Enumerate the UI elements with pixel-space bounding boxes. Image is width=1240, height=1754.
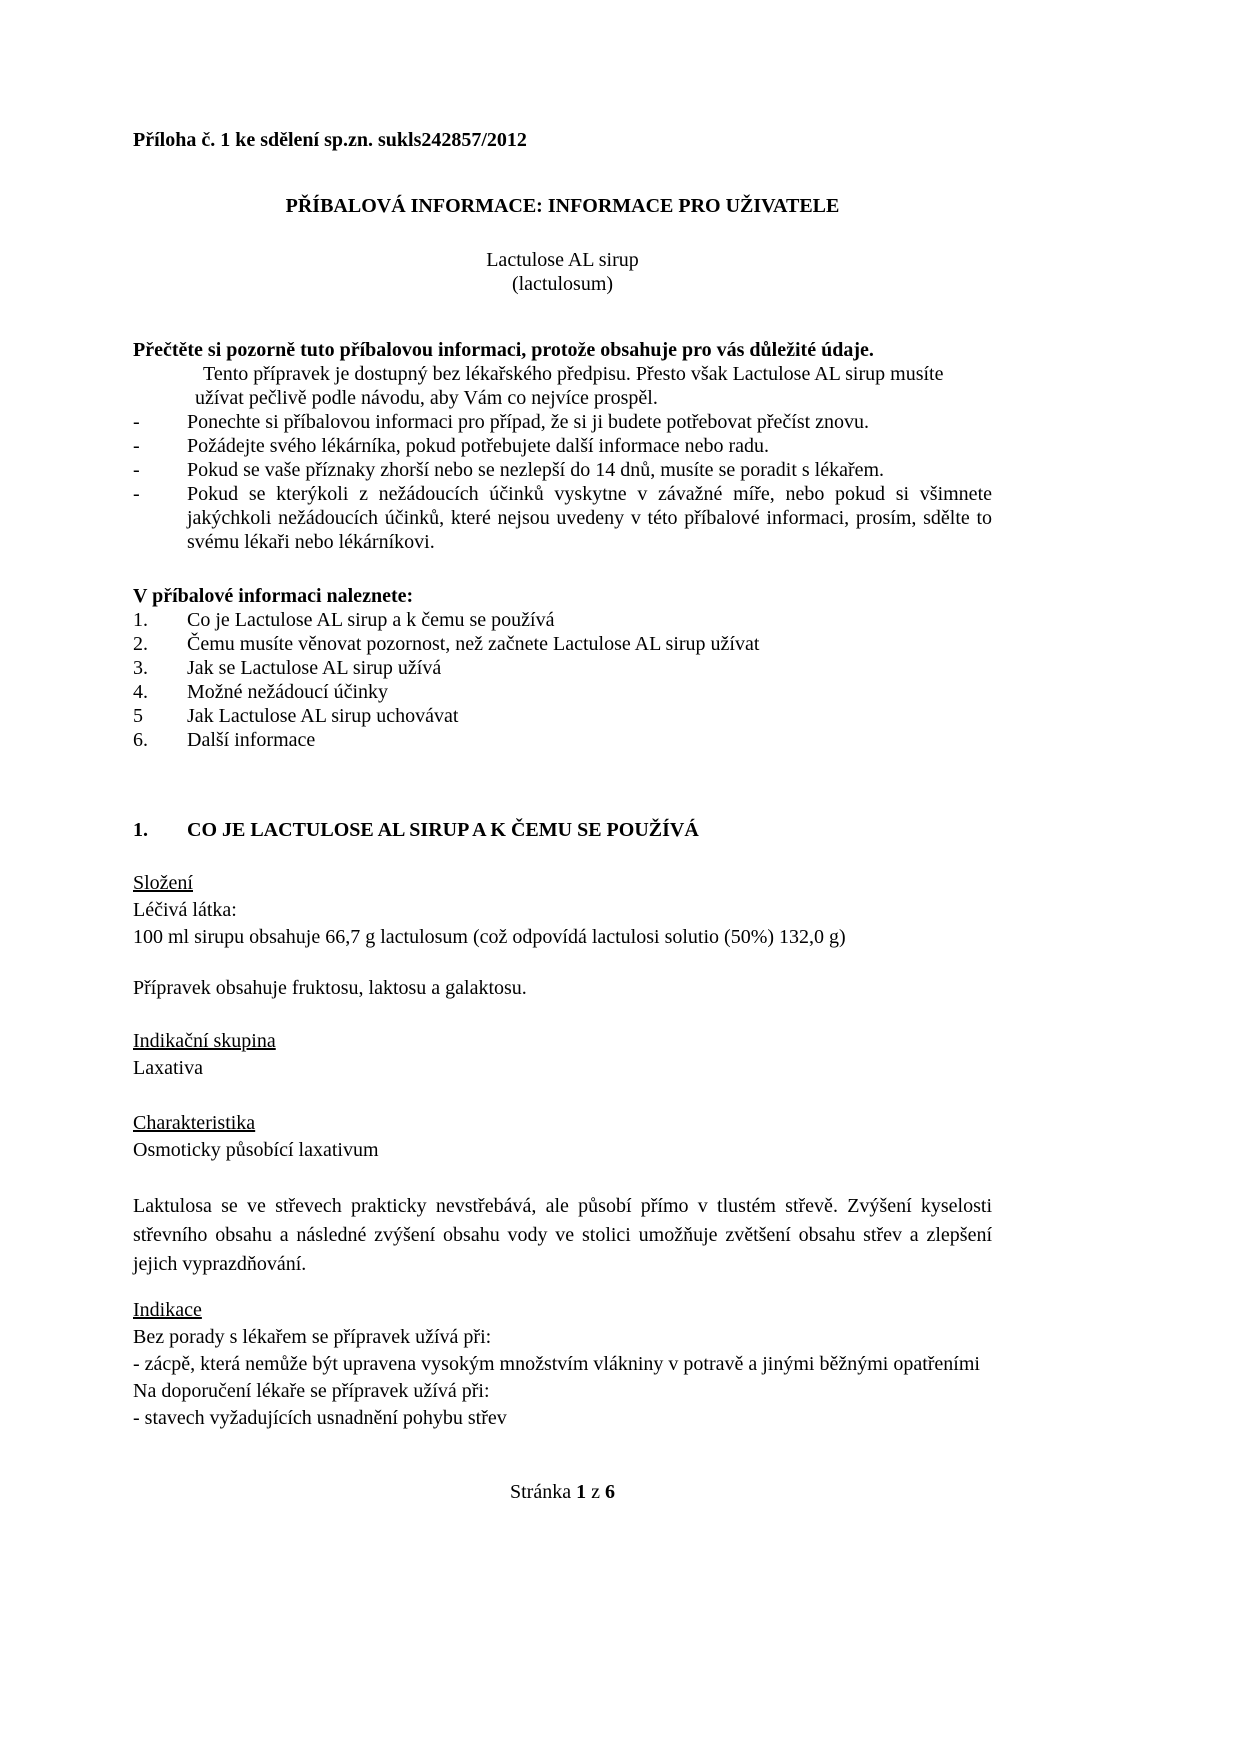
toc-number: 6. <box>133 729 148 751</box>
indications-heading: Indikace <box>133 1299 202 1321</box>
bullet-dash: - <box>133 435 140 457</box>
indications-line: - zácpě, která nemůže být upravena vysokým množstvím vlákniny v potravě a jinými běžnými opatřeními <box>133 1353 980 1375</box>
toc-item <box>133 704 992 728</box>
characteristics-heading: Charakteristika <box>133 1112 256 1134</box>
notice-intro: Tento přípravek je dostupný bez lékařského předpisu. Přesto však Lactulose AL sirup musíte užívat pečlivě podle návodu, aby Vám co nejvíce prospěl. <box>195 363 944 409</box>
toc-heading: V příbalové informaci naleznete: <box>133 585 414 607</box>
indication-group-text: Laxativa <box>133 1057 203 1079</box>
indications-list <box>133 1324 992 1432</box>
indications-line: Bez porady s lékařem se přípravek užívá při: <box>133 1326 492 1348</box>
indications-line: - stavech vyžadujících usnadnění pohybu střev <box>133 1407 507 1429</box>
notice-bullet-text: Pokud se vaše příznaky zhorší nebo se nezlepší do 14 dnů, musíte se poradit s lékařem. <box>187 459 885 481</box>
description-paragraph: Laktulosa se ve střevech prakticky nevstřebává, ale působí přímo v tlustém střevě. Zvýšení kyselosti střevního obsahu a následné zvýšení obsahu vody ve stolici umožňuje zvětšení obsahu střev a zlepšení jejich vyprazdňování. <box>133 1195 992 1275</box>
section-1-number: 1. <box>133 819 148 841</box>
notice-bullet-text: Ponechte si příbalovou informaci pro případ, že si ji budete potřebovat přečíst znovu. <box>187 411 870 433</box>
toc-item <box>133 656 992 680</box>
active-substance-label: Léčivá látka: <box>133 899 237 921</box>
notice-bullet-list <box>133 410 992 554</box>
toc-text: Jak Lactulose AL sirup uchovávat <box>187 705 459 727</box>
indications-line: Na doporučení lékaře se přípravek užívá při: <box>133 1380 490 1402</box>
toc-number: 2. <box>133 633 148 655</box>
notice-bullet <box>133 482 992 554</box>
toc-number: 1. <box>133 609 148 631</box>
toc-item <box>133 632 992 656</box>
toc-text: Možné nežádoucí účinky <box>187 681 389 703</box>
toc-number: 5 <box>133 705 143 727</box>
toc-text: Další informace <box>187 729 316 751</box>
toc-list <box>133 608 992 752</box>
toc-text: Jak se Lactulose AL sirup užívá <box>187 657 442 679</box>
toc-text: Co je Lactulose AL sirup a k čemu se používá <box>187 609 555 631</box>
section-1-heading <box>133 818 992 842</box>
product-name: Lactulose AL sirup <box>486 249 639 271</box>
footer-of: z <box>591 1481 600 1503</box>
toc-item <box>133 608 992 632</box>
notice-bullet <box>133 458 992 482</box>
document-title: PŘÍBALOVÁ INFORMACE: INFORMACE PRO UŽIVATELE <box>285 195 840 217</box>
indication-group-heading: Indikační skupina <box>133 1030 276 1052</box>
footer-label: Stránka <box>510 1481 572 1503</box>
notice-bullet <box>133 434 992 458</box>
characteristics-text: Osmoticky působící laxativum <box>133 1139 379 1161</box>
footer-page-number: 1 <box>576 1481 587 1503</box>
excipients-text: Přípravek obsahuje fruktosu, laktosu a galaktosu. <box>133 977 527 999</box>
notice-bullet-text: Pokud se kterýkoli z nežádoucích účinků vyskytne v závažné míře, nebo pokud si všimnete jakýchkoli nežádoucích účinků, které nejsou uvedeny v této příbalové informaci, prosím, sdělte to svému lékaři nebo lékárníkovi. <box>187 483 992 553</box>
header-reference: Příloha č. 1 ke sdělení sp.zn. sukls242857/2012 <box>133 129 527 151</box>
active-substance-text: 100 ml sirupu obsahuje 66,7 g lactulosum (což odpovídá lactulosi solutio (50%) 132,0 g) <box>133 926 846 948</box>
notice-bullet <box>133 410 992 434</box>
bullet-dash: - <box>133 411 140 433</box>
notice-bullet-text: Požádejte svého lékárníka, pokud potřebujete další informace nebo radu. <box>187 435 770 457</box>
composition-heading: Složení <box>133 872 193 894</box>
footer-total-pages: 6 <box>604 1481 615 1503</box>
page-footer <box>133 1480 992 1504</box>
toc-item <box>133 728 992 752</box>
toc-number: 3. <box>133 657 148 679</box>
toc-number: 4. <box>133 681 148 703</box>
notice-heading: Přečtěte si pozorně tuto příbalovou informaci, protože obsahuje pro vás důležité údaje. <box>133 339 874 361</box>
substance-name: (lactulosum) <box>511 273 614 295</box>
section-1-title: CO JE LACTULOSE AL SIRUP A K ČEMU SE POUŽÍVÁ <box>187 819 699 841</box>
toc-item <box>133 680 992 704</box>
bullet-dash: - <box>133 483 140 505</box>
toc-text: Čemu musíte věnovat pozornost, než začnete Lactulose AL sirup užívat <box>187 633 760 655</box>
bullet-dash: - <box>133 459 140 481</box>
